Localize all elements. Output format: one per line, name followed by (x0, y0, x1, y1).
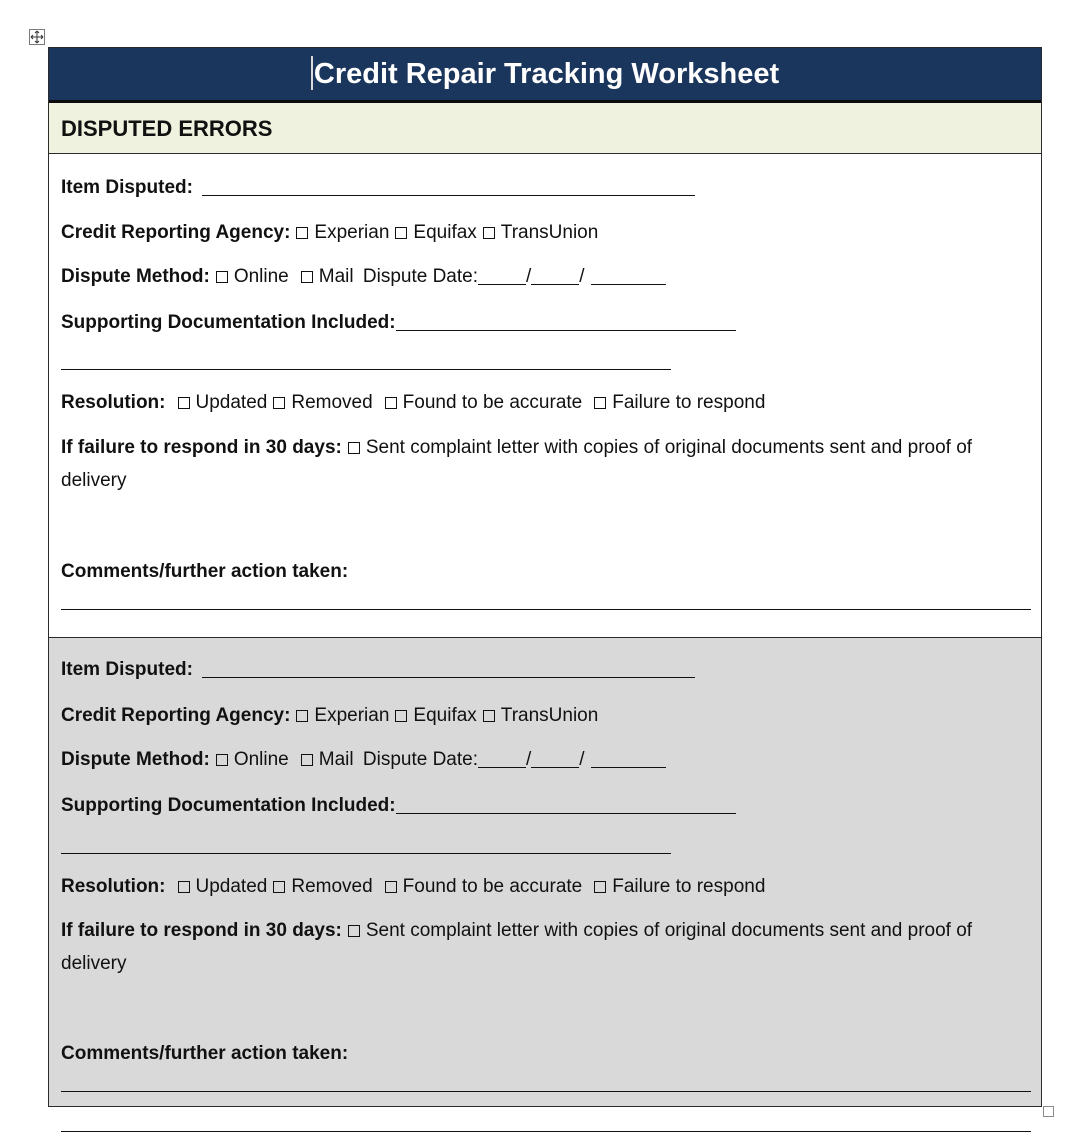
title-bar (49, 48, 1041, 103)
option-failure: Failure to respond (612, 876, 766, 897)
docs-field-line-2[interactable] (61, 853, 671, 854)
date-day-field[interactable] (531, 265, 579, 285)
date-separator: / (579, 749, 585, 770)
option-equifax: Equifax (413, 705, 477, 726)
item-disputed-row (61, 176, 695, 200)
checkbox-equifax[interactable] (395, 227, 407, 239)
option-equifax: Equifax (413, 222, 477, 243)
resolution-label: Resolution: (61, 876, 166, 897)
date-day-field[interactable] (531, 748, 579, 768)
item-disputed-label: Item Disputed: (61, 177, 193, 198)
checkbox-mail[interactable] (301, 754, 313, 766)
dispute-date-label: Dispute Date: (362, 749, 478, 770)
checkbox-complaint-letter[interactable] (348, 442, 360, 454)
option-failure: Failure to respond (612, 392, 766, 413)
date-separator: / (579, 266, 585, 287)
option-removed: Removed (291, 876, 373, 897)
method-label: Dispute Method: (61, 266, 210, 287)
table-move-handle-icon[interactable] (29, 29, 45, 45)
failure-text: Sent complaint letter with copies of original documents sent and proof of delivery (61, 437, 973, 491)
checkbox-failure[interactable] (594, 881, 606, 893)
checkbox-experian[interactable] (296, 710, 308, 722)
dispute-date-label: Dispute Date: (362, 266, 478, 287)
agency-row (61, 221, 598, 245)
checkbox-mail[interactable] (301, 271, 313, 283)
section-heading: DISPUTED ERRORS (49, 103, 1041, 154)
table-resize-handle-icon[interactable] (1043, 1106, 1054, 1117)
date-year-field[interactable] (591, 748, 666, 768)
page-title: Credit Repair Tracking Worksheet (313, 58, 780, 90)
checkbox-equifax[interactable] (395, 710, 407, 722)
failure-row (61, 431, 1031, 497)
option-mail: Mail (318, 749, 354, 770)
option-experian: Experian (314, 222, 390, 243)
resolution-row (61, 391, 765, 415)
text-cursor (311, 56, 313, 90)
failure-label: If failure to respond in 30 days: (61, 437, 342, 458)
option-updated: Updated (195, 392, 268, 413)
agency-label: Credit Reporting Agency: (61, 222, 291, 243)
checkbox-removed[interactable] (273, 397, 285, 409)
checkbox-updated[interactable] (178, 881, 190, 893)
method-row (61, 265, 666, 289)
method-label: Dispute Method: (61, 749, 210, 770)
date-separator: / (526, 266, 532, 287)
dispute-entry (49, 154, 1041, 638)
docs-field[interactable] (396, 794, 736, 814)
comments-label: Comments/further action taken: (61, 561, 349, 582)
date-year-field[interactable] (591, 265, 666, 285)
item-disputed-label: Item Disputed: (61, 659, 193, 680)
date-month-field[interactable] (478, 265, 526, 285)
resolution-label: Resolution: (61, 392, 166, 413)
comments-label: Comments/further action taken: (61, 1043, 349, 1064)
checkbox-online[interactable] (216, 271, 228, 283)
option-mail: Mail (318, 266, 354, 287)
worksheet-table (48, 47, 1042, 1107)
failure-text: Sent complaint letter with copies of original documents sent and proof of delivery (61, 920, 973, 974)
option-online: Online (233, 749, 289, 770)
failure-row (61, 914, 1031, 980)
checkbox-transunion[interactable] (483, 710, 495, 722)
option-experian: Experian (314, 705, 390, 726)
item-disputed-row (61, 658, 695, 682)
checkbox-accurate[interactable] (385, 881, 397, 893)
option-accurate: Found to be accurate (402, 392, 583, 413)
resolution-row (61, 875, 765, 899)
docs-label: Supporting Documentation Included: (61, 795, 396, 816)
item-disputed-field[interactable] (202, 658, 695, 678)
date-separator: / (526, 749, 532, 770)
docs-field[interactable] (396, 311, 736, 331)
comments-line-1[interactable] (61, 609, 1031, 610)
checkbox-experian[interactable] (296, 227, 308, 239)
docs-field-line-2[interactable] (61, 369, 671, 370)
docs-label: Supporting Documentation Included: (61, 312, 396, 333)
option-transunion: TransUnion (500, 222, 599, 243)
option-accurate: Found to be accurate (402, 876, 583, 897)
option-updated: Updated (195, 876, 268, 897)
checkbox-complaint-letter[interactable] (348, 925, 360, 937)
method-row (61, 748, 666, 772)
option-transunion: TransUnion (500, 705, 599, 726)
checkbox-accurate[interactable] (385, 397, 397, 409)
checkbox-transunion[interactable] (483, 227, 495, 239)
docs-row (61, 794, 736, 818)
item-disputed-field[interactable] (202, 176, 695, 196)
agency-row (61, 704, 598, 728)
checkbox-updated[interactable] (178, 397, 190, 409)
failure-label: If failure to respond in 30 days: (61, 920, 342, 941)
docs-row (61, 311, 736, 335)
checkbox-failure[interactable] (594, 397, 606, 409)
checkbox-removed[interactable] (273, 881, 285, 893)
agency-label: Credit Reporting Agency: (61, 705, 291, 726)
option-removed: Removed (291, 392, 373, 413)
option-online: Online (233, 266, 289, 287)
checkbox-online[interactable] (216, 754, 228, 766)
comments-row (61, 1042, 348, 1066)
comments-line-1[interactable] (61, 1091, 1031, 1092)
dispute-entry (49, 638, 1041, 1106)
date-month-field[interactable] (478, 748, 526, 768)
comments-row (61, 560, 348, 584)
